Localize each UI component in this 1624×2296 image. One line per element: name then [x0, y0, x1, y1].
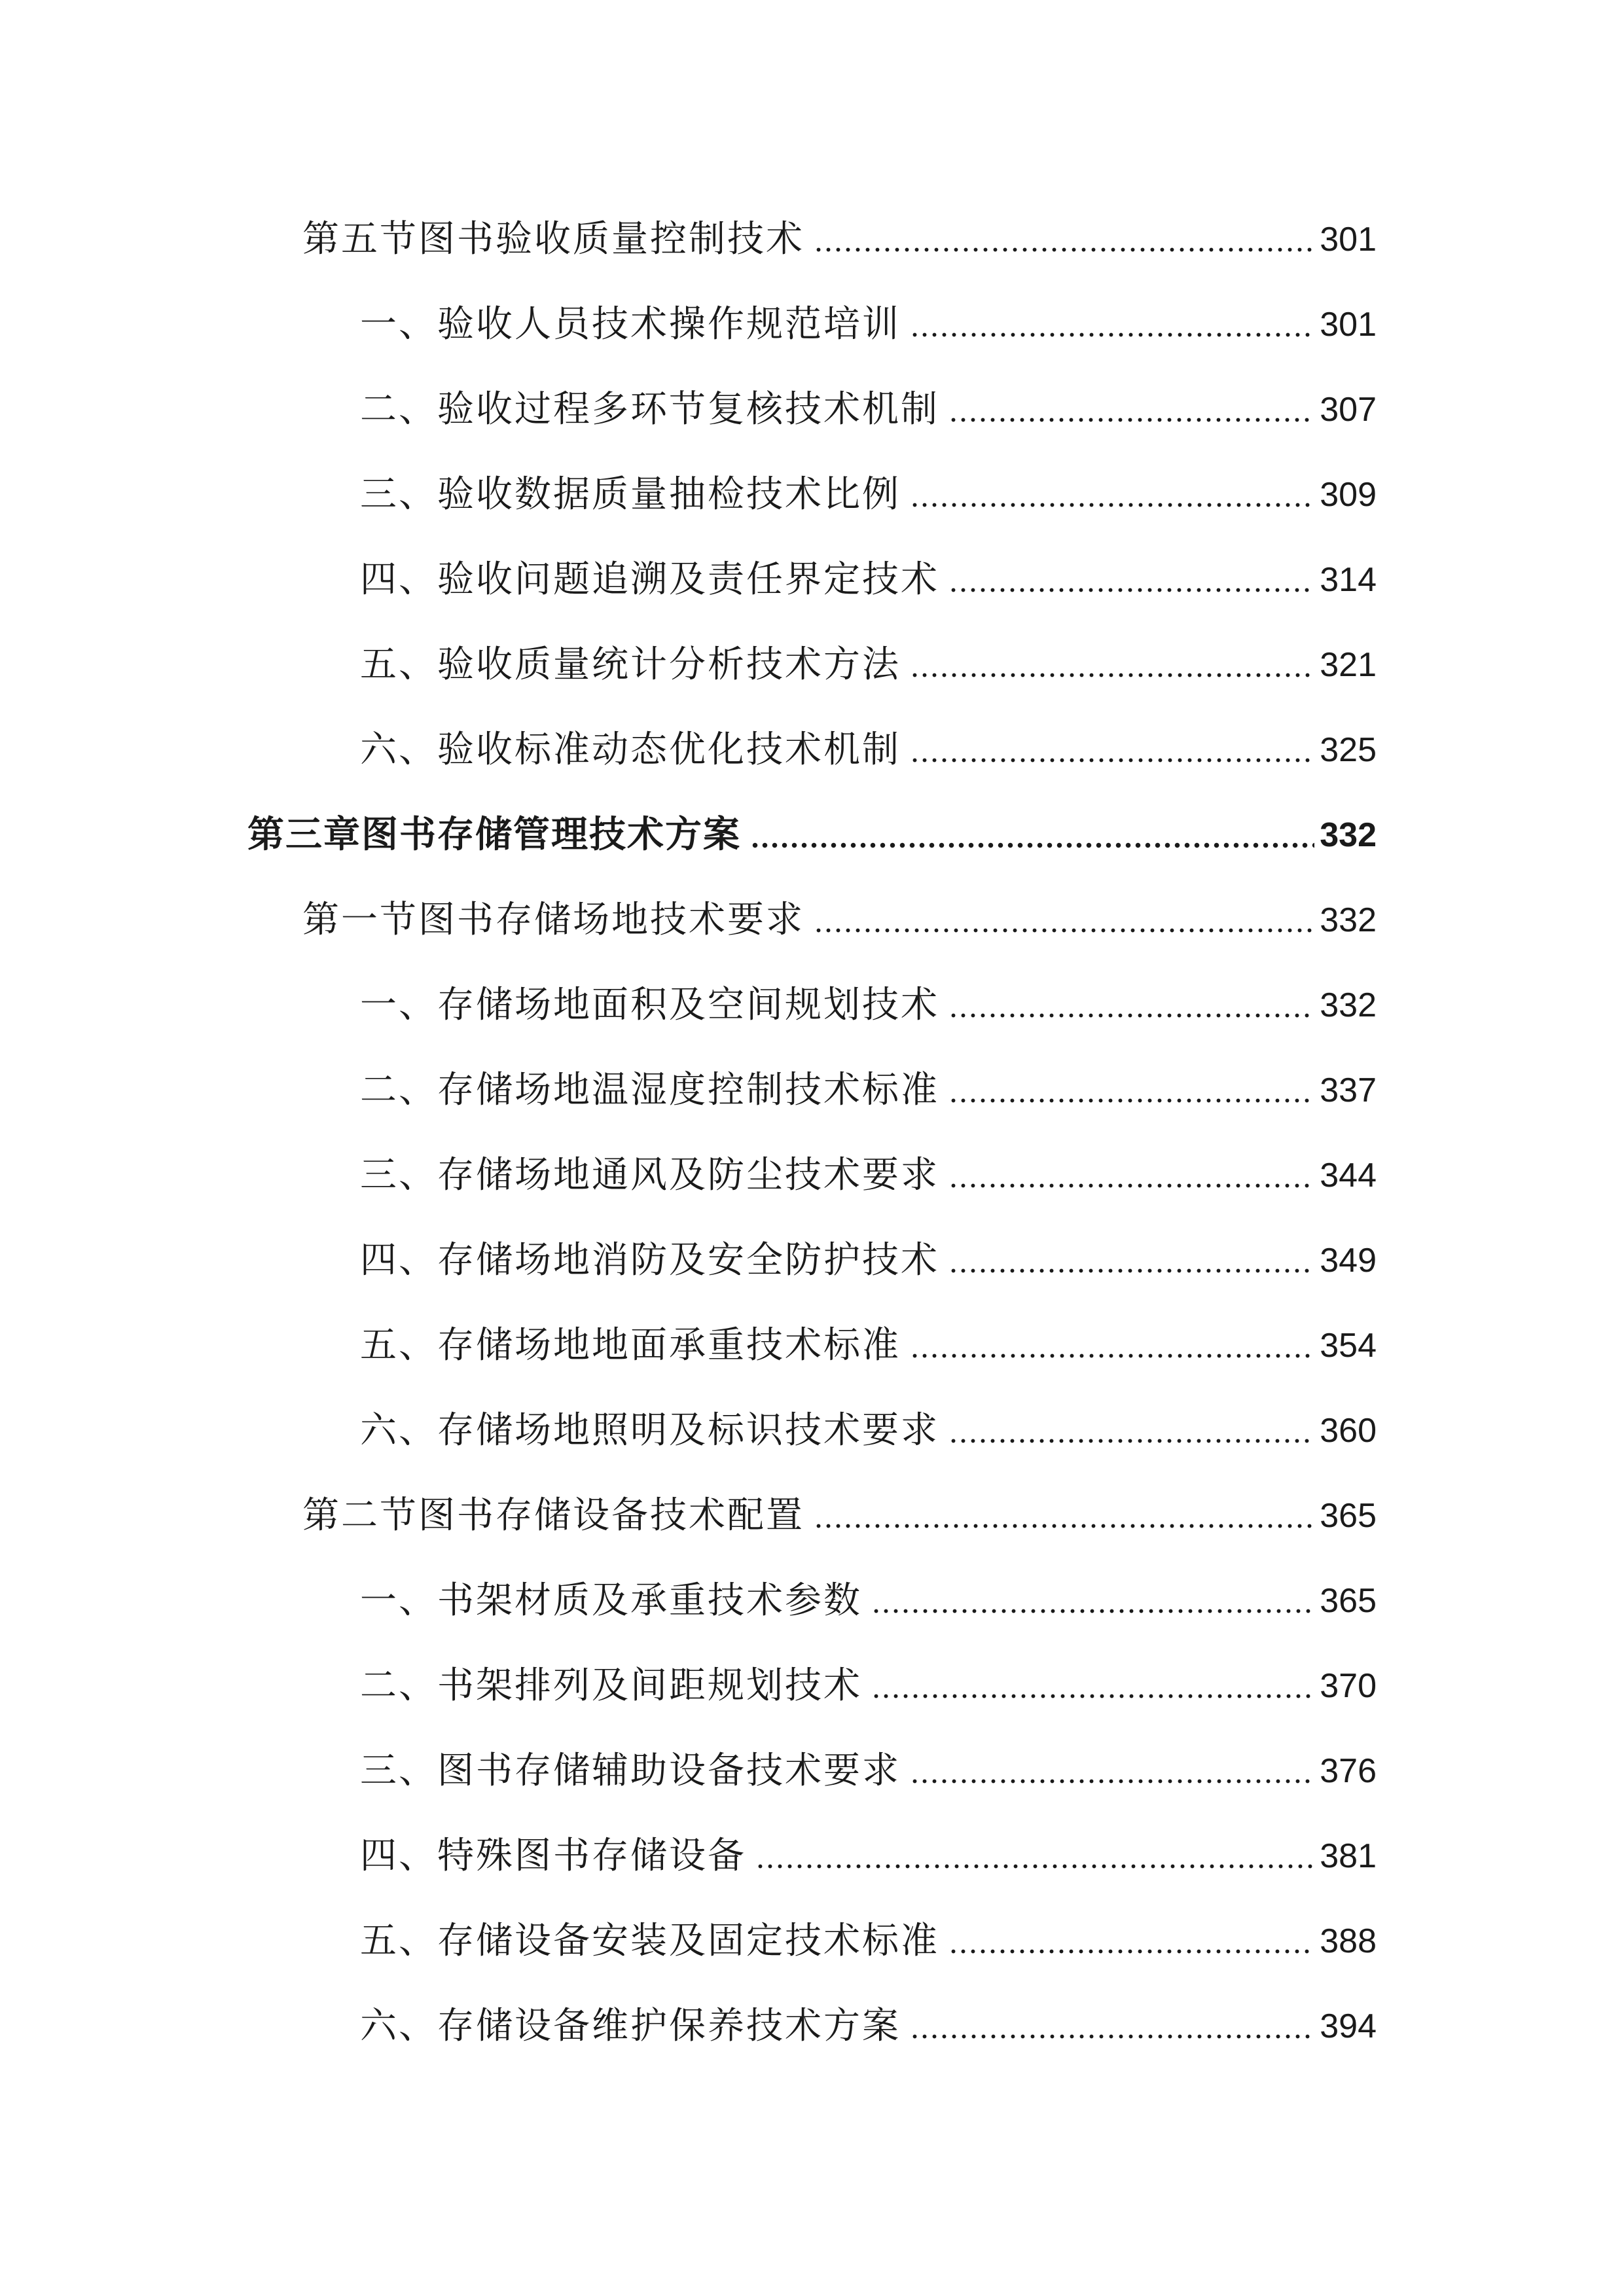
toc-entry[interactable] [0, 1313, 1624, 1378]
toc-entry-title: 一、存储场地面积及空间规划技术 [360, 984, 939, 1026]
dot-leader [948, 1242, 1314, 1279]
toc-entry-page-number: 307 [1320, 391, 1377, 429]
toc-entry-title: 五、存储场地地面承重技术标准 [360, 1324, 901, 1367]
toc-entry-page-number: 349 [1320, 1242, 1377, 1280]
toc-entry-title: 五、验收质量统计分析技术方法 [360, 643, 901, 686]
toc-entry-title: 六、验收标准动态优化技术机制 [360, 728, 901, 771]
toc-entry-page-number: 365 [1320, 1497, 1377, 1535]
toc-entry-page-number: 332 [1320, 986, 1377, 1024]
toc-entry[interactable] [0, 632, 1624, 698]
toc-entry[interactable] [0, 1568, 1624, 1634]
toc-entry-title: 一、验收人员技术操作规范培训 [360, 303, 901, 346]
toc-entry[interactable] [0, 1398, 1624, 1463]
toc-entry[interactable] [0, 1058, 1624, 1123]
dot-leader [910, 476, 1314, 513]
toc-entry-title: 四、验收问题追溯及责任界定技术 [360, 558, 939, 601]
dot-leader [948, 562, 1314, 598]
toc-entry[interactable] [0, 1228, 1624, 1293]
toc-chapter-page-number: 332 [1320, 816, 1377, 854]
toc-entry[interactable] [0, 1653, 1624, 1719]
toc-entry-title: 六、存储场地照明及标识技术要求 [360, 1409, 939, 1452]
toc-entry-page-number: 332 [1320, 901, 1377, 939]
toc-entry-title: 第五节图书验收质量控制技术 [302, 218, 804, 260]
toc-entry-title: 六、存储设备维护保养技术方案 [360, 2005, 901, 2047]
toc-entry[interactable] [0, 547, 1624, 613]
toc-entry-page-number: 365 [1320, 1582, 1377, 1620]
toc-entry-page-number: 381 [1320, 1837, 1377, 1875]
dot-leader [755, 1838, 1314, 1874]
toc-entry[interactable] [0, 1483, 1624, 1549]
toc-entry-title: 三、图书存储辅助设备技术要求 [360, 1749, 901, 1792]
toc-entry[interactable] [0, 462, 1624, 528]
toc-entry-title: 二、存储场地温湿度控制技术标准 [360, 1069, 939, 1111]
toc-entry-page-number: 321 [1320, 646, 1377, 684]
toc-entry-title: 三、验收数据质量抽检技术比例 [360, 473, 901, 516]
toc-entry-page-number: 388 [1320, 1922, 1377, 1960]
toc-entry[interactable] [0, 207, 1624, 272]
toc-entry[interactable] [0, 1909, 1624, 1974]
toc-entry[interactable] [0, 973, 1624, 1038]
toc-entry-page-number: 309 [1320, 476, 1377, 514]
dot-leader [948, 1157, 1314, 1194]
toc-entry-page-number: 344 [1320, 1157, 1377, 1194]
toc-entry-page-number: 360 [1320, 1412, 1377, 1450]
toc-entry-title: 二、验收过程多环节复核技术机制 [360, 388, 939, 431]
toc-entry[interactable] [0, 292, 1624, 357]
dot-leader [910, 1753, 1314, 1789]
dot-leader [814, 221, 1314, 258]
toc-entry-page-number: 337 [1320, 1071, 1377, 1109]
dot-leader [910, 306, 1314, 343]
dot-leader [948, 1072, 1314, 1109]
toc-entry-title: 四、特殊图书存储设备 [360, 1835, 746, 1877]
toc-chapter-entry[interactable] [0, 802, 1624, 868]
toc-entry[interactable] [0, 1143, 1624, 1208]
dot-leader [871, 1668, 1314, 1704]
toc-entry-page-number: 370 [1320, 1667, 1377, 1705]
toc-entry-title: 第一节图书存储场地技术要求 [302, 899, 804, 941]
toc-entry[interactable] [0, 1823, 1624, 1889]
toc-entry-title: 五、存储设备安装及固定技术标准 [360, 1920, 939, 1962]
toc-entry-title: 四、存储场地消防及安全防护技术 [360, 1239, 939, 1282]
toc-chapter-title: 第三章图书存储管理技术方案 [247, 814, 741, 856]
dot-leader [871, 1583, 1314, 1619]
dot-leader [910, 1327, 1314, 1364]
toc-entry-page-number: 376 [1320, 1752, 1377, 1790]
dot-leader [814, 1498, 1314, 1534]
dot-leader [750, 817, 1314, 853]
toc-entry[interactable] [0, 888, 1624, 953]
dot-leader [948, 1923, 1314, 1960]
toc-entry-page-number: 394 [1320, 2007, 1377, 2045]
toc-entry-title: 一、书架材质及承重技术参数 [360, 1579, 862, 1622]
toc-entry-page-number: 301 [1320, 221, 1377, 259]
dot-leader [910, 732, 1314, 768]
toc-entry[interactable] [0, 717, 1624, 783]
toc-entry[interactable] [0, 1738, 1624, 1804]
toc-entry-title: 第二节图书存储设备技术配置 [302, 1494, 804, 1537]
dot-leader [910, 647, 1314, 683]
toc-entry[interactable] [0, 377, 1624, 442]
dot-leader [948, 1412, 1314, 1449]
toc-entry-page-number: 301 [1320, 306, 1377, 344]
dot-leader [814, 902, 1314, 939]
toc-entry[interactable] [0, 1994, 1624, 2059]
dot-leader [948, 391, 1314, 428]
toc-entry-page-number: 325 [1320, 731, 1377, 769]
dot-leader [948, 987, 1314, 1024]
toc-entry-page-number: 314 [1320, 561, 1377, 599]
toc-entry-page-number: 354 [1320, 1327, 1377, 1365]
toc-entry-title: 二、书架排列及间距规划技术 [360, 1664, 862, 1707]
toc-entry-title: 三、存储场地通风及防尘技术要求 [360, 1154, 939, 1196]
dot-leader [910, 2008, 1314, 2045]
